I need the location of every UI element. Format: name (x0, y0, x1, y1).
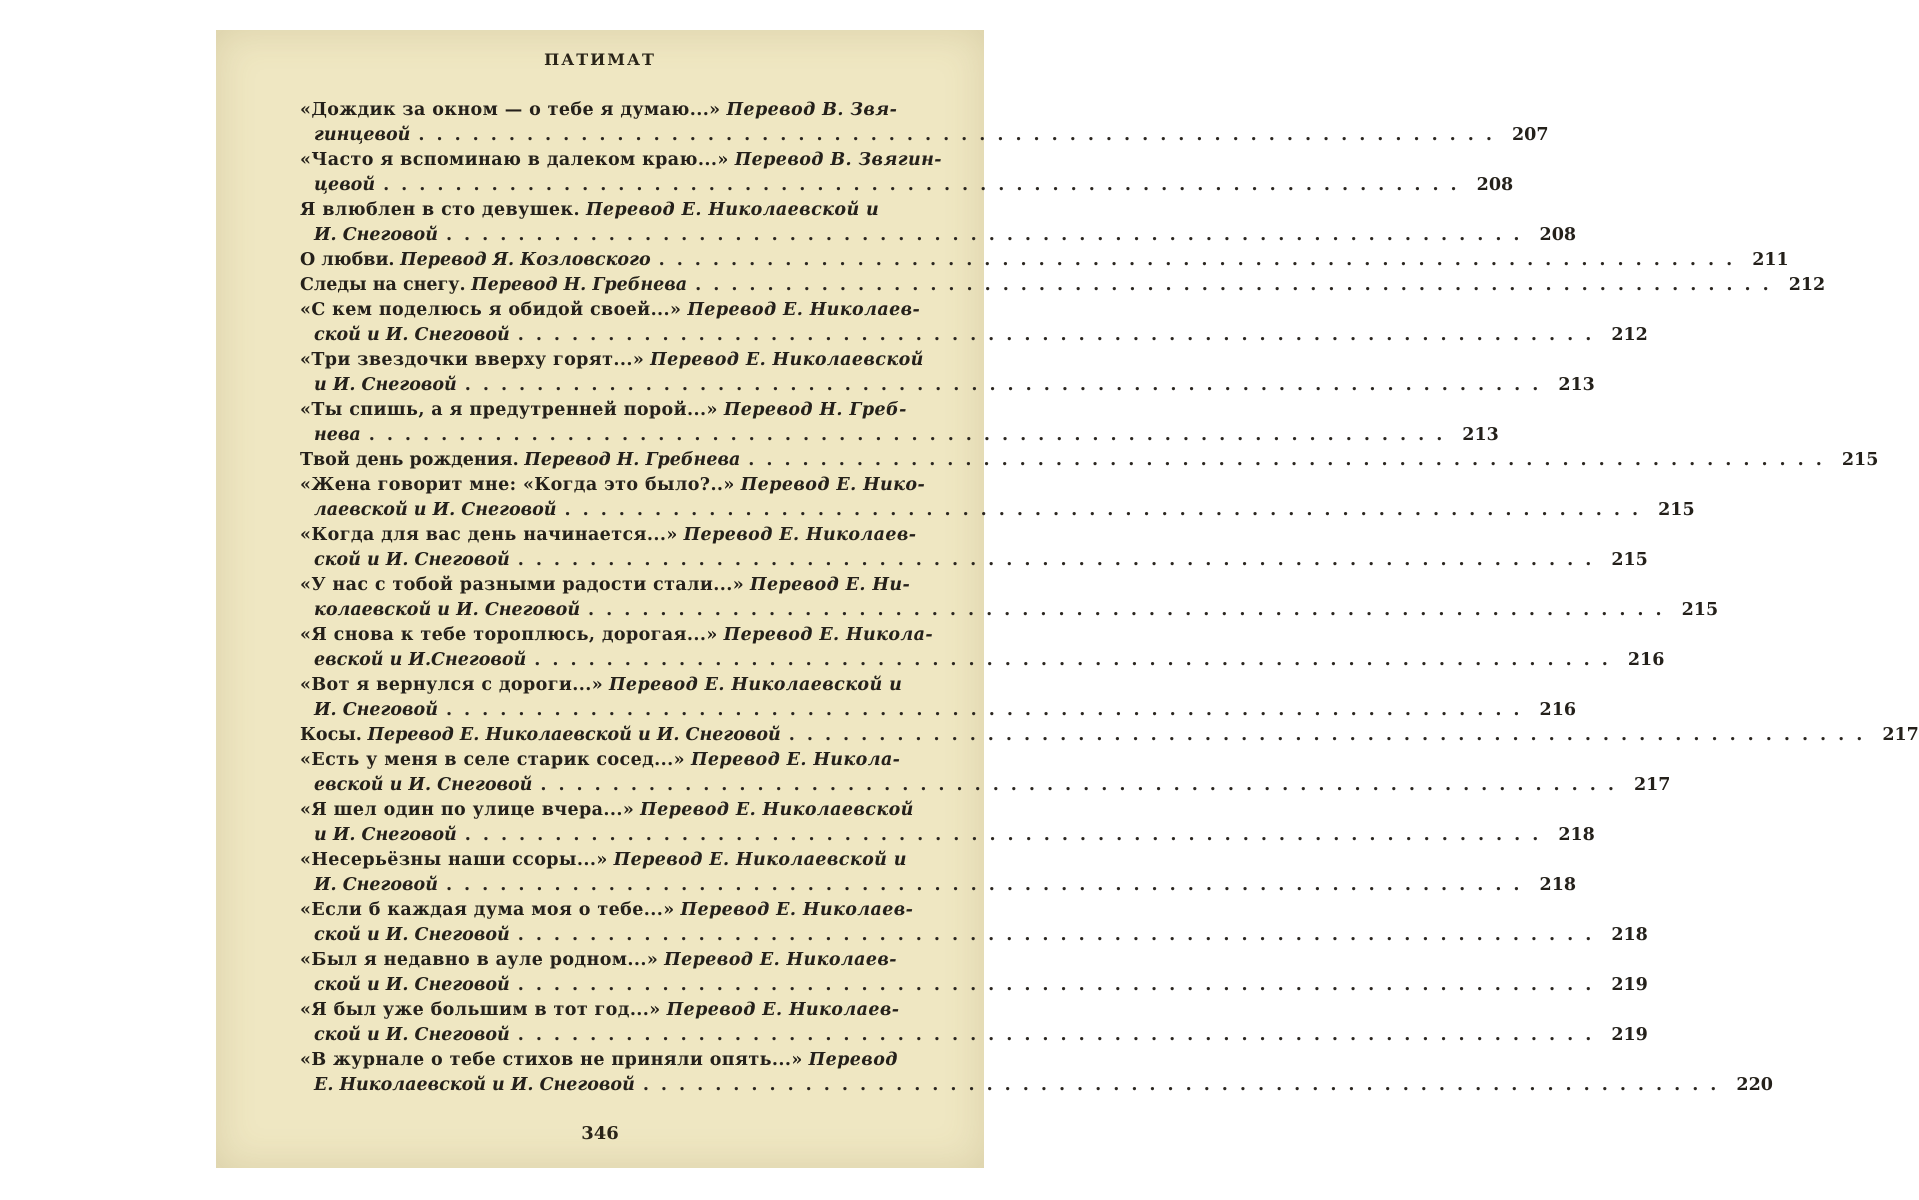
toc-line-continued (300, 873, 1577, 898)
translator-credit: И. Снеговой (314, 700, 438, 720)
poem-title: «Есть у меня в селе старик сосед...» (300, 750, 685, 770)
toc-line (300, 448, 1879, 473)
toc-line (300, 798, 930, 823)
poem-title: Следы на снегу. (300, 275, 466, 295)
toc-line-continued (300, 223, 1577, 248)
entry-page-number: 212 (1611, 325, 1648, 345)
translator-credit: ской и И. Снеговой (314, 550, 510, 570)
toc-line-continued (300, 123, 1549, 148)
translator-credit: И. Снеговой (314, 225, 438, 245)
poem-title: «Несерьёзны наши ссоры...» (300, 850, 608, 870)
translator-credit: Перевод Я. Козловского (400, 250, 651, 270)
poem-title: Косы. (300, 725, 362, 745)
translator-credit: Перевод Е. Никола- (690, 750, 901, 770)
toc-line-continued (300, 373, 1595, 398)
toc-line (300, 348, 930, 373)
table-of-contents (300, 98, 1919, 1098)
toc-line-continued (300, 698, 1577, 723)
translator-credit: Перевод Е. Николаев- (680, 900, 914, 920)
toc-entry (300, 623, 1665, 673)
toc-line (300, 298, 930, 323)
translator-credit: лаевской и И. Снеговой (314, 500, 557, 520)
toc-entry (300, 673, 1577, 723)
toc-entry (300, 998, 1648, 1048)
entry-page-number: 213 (1462, 425, 1499, 445)
toc-entry (300, 198, 1577, 248)
translator-credit: Перевод Е. Николаевской (640, 800, 914, 820)
toc-line-continued (300, 498, 1695, 523)
toc-entry (300, 448, 1879, 473)
poem-title: «Я снова к тебе тороплюсь, дорогая...» (300, 625, 718, 645)
toc-line (300, 273, 1826, 298)
translator-credit: Перевод Е. Николаев- (664, 950, 897, 970)
dot-leader: ............................................................ (517, 325, 1604, 345)
dot-leader: ............................................................ (658, 250, 1745, 270)
translator-credit: Перевод (808, 1050, 898, 1070)
entry-page-number: 208 (1539, 225, 1577, 245)
translator-credit: Перевод Н. Гребнева (524, 450, 741, 470)
dot-leader: ............................................................ (464, 825, 1551, 845)
toc-line (300, 898, 930, 923)
entry-page-number: 215 (1841, 450, 1879, 470)
poem-title: «Дождик за окном — о тебе я думаю...» (300, 100, 721, 120)
dot-leader: ............................................................ (445, 700, 1532, 720)
translator-credit: Перевод Е. Николаев- (687, 300, 921, 320)
toc-line (300, 398, 930, 423)
toc-entry (300, 298, 1648, 348)
toc-line-continued (300, 1023, 1648, 1048)
toc-line (300, 848, 930, 873)
toc-entry (300, 748, 1671, 798)
poem-title: Твой день рождения. (300, 450, 519, 470)
toc-entry (300, 98, 1549, 148)
translator-credit: Перевод Е. Николаев- (683, 525, 917, 545)
toc-line-continued (300, 323, 1648, 348)
dot-leader: ............................................................ (383, 175, 1469, 195)
translator-credit: Перевод Н. Греб- (723, 400, 907, 420)
toc-entry (300, 573, 1719, 623)
toc-line (300, 523, 930, 548)
entry-page-number: 217 (1633, 775, 1671, 795)
translator-credit: и И. Снеговой (314, 375, 457, 395)
toc-line-continued (300, 773, 1671, 798)
poem-title: О любви. (300, 250, 395, 270)
running-header: ПАТИМАТ (544, 50, 656, 69)
entry-page-number: 219 (1611, 975, 1648, 995)
translator-credit: ской и И. Снеговой (314, 925, 510, 945)
dot-leader: ............................................................ (540, 775, 1626, 795)
toc-line-continued (300, 973, 1648, 998)
entry-page-number: 216 (1539, 700, 1577, 720)
poem-title: «Ты спишь, а я предутренней порой...» (300, 400, 718, 420)
poem-title: «Я шел один по улице вчера...» (300, 800, 635, 820)
toc-line-continued (300, 423, 1499, 448)
dot-leader: ............................................................ (418, 125, 1504, 145)
entry-page-number: 208 (1476, 175, 1514, 195)
dot-leader: ............................................................ (564, 500, 1651, 520)
poem-title: «Когда для вас день начинается...» (300, 525, 678, 545)
translator-credit: Перевод Е. Николаевской и (585, 200, 880, 220)
toc-entry (300, 273, 1826, 298)
entry-page-number: 218 (1539, 875, 1577, 895)
entry-page-number: 207 (1511, 125, 1549, 145)
entry-page-number: 218 (1558, 825, 1595, 845)
entry-page-number: 220 (1736, 1075, 1773, 1095)
translator-credit: ской и И. Снеговой (314, 975, 510, 995)
toc-line (300, 248, 1789, 273)
toc-entry (300, 798, 1595, 848)
dot-leader: ............................................................ (695, 275, 1781, 295)
translator-credit: Перевод Е. Никола- (723, 625, 934, 645)
translator-credit: Перевод Е. Ни- (750, 575, 911, 595)
translator-credit: гинцевой (314, 125, 411, 145)
poem-title: Я влюблен в сто девушек. (300, 200, 580, 220)
entry-page-number: 217 (1882, 725, 1919, 745)
dot-leader: ............................................................ (445, 225, 1532, 245)
translator-credit: нева (314, 425, 361, 445)
toc-entry (300, 523, 1648, 573)
toc-line (300, 573, 930, 598)
translator-credit: колаевской и И. Снеговой (314, 600, 581, 620)
toc-line-continued (300, 598, 1719, 623)
toc-line (300, 948, 930, 973)
toc-line (300, 998, 930, 1023)
toc-line (300, 1048, 930, 1073)
poem-title: «Был я недавно в ауле родном...» (300, 950, 659, 970)
translator-credit: И. Снеговой (314, 875, 438, 895)
toc-line (300, 723, 1919, 748)
toc-entry (300, 723, 1919, 748)
translator-credit: евской и И.Снеговой (314, 650, 527, 670)
dot-leader: ............................................................ (517, 1025, 1604, 1045)
entry-page-number: 219 (1611, 1025, 1648, 1045)
toc-entry (300, 1048, 1773, 1098)
entry-page-number: 216 (1627, 650, 1665, 670)
poem-title: «Вот я вернулся с дороги...» (300, 675, 604, 695)
dot-leader: ............................................................ (368, 425, 1455, 445)
entry-page-number: 215 (1681, 600, 1719, 620)
poem-title: «В журнале о тебе стихов не приняли опять...» (300, 1050, 803, 1070)
translator-credit: цевой (314, 175, 376, 195)
toc-line (300, 473, 930, 498)
toc-line (300, 623, 934, 648)
toc-line-continued (300, 173, 1514, 198)
toc-entry (300, 473, 1695, 523)
dot-leader: ............................................................ (517, 975, 1604, 995)
book-page (216, 30, 1919, 1168)
dot-leader: ............................................................ (788, 725, 1875, 745)
entry-page-number: 215 (1611, 550, 1648, 570)
translator-credit: Перевод Е. Николаевской и (613, 850, 907, 870)
translator-credit: евской и И. Снеговой (314, 775, 533, 795)
poem-title: «С кем поделюсь я обидой своей...» (300, 300, 682, 320)
translator-credit: Перевод Е. Николаевской (650, 350, 924, 370)
toc-line (300, 148, 942, 173)
entry-page-number: 218 (1611, 925, 1648, 945)
toc-entry (300, 248, 1789, 273)
translator-credit: ской и И. Снеговой (314, 325, 510, 345)
toc-line-continued (300, 648, 1665, 673)
toc-entry (300, 948, 1648, 998)
translator-credit: Перевод Е. Николаев- (666, 1000, 900, 1020)
entry-page-number: 211 (1752, 250, 1789, 270)
poem-title: «Если б каждая дума моя о тебе...» (300, 900, 675, 920)
poem-title: «У нас с тобой разными радости стали...» (300, 575, 745, 595)
toc-line-continued (300, 548, 1648, 573)
toc-line (300, 748, 930, 773)
translator-credit: ской и И. Снеговой (314, 1025, 510, 1045)
entry-page-number: 215 (1658, 500, 1695, 520)
translator-credit: Перевод Е. Нико- (740, 475, 926, 495)
toc-line (300, 198, 930, 223)
poem-title: «Часто я вспоминаю в далеком краю...» (300, 150, 729, 170)
toc-line (300, 98, 930, 123)
toc-entry (300, 148, 1514, 198)
toc-line-continued (300, 1073, 1773, 1098)
toc-line (300, 673, 930, 698)
translator-credit: Перевод В. Звягин- (734, 150, 942, 170)
dot-leader: ............................................................ (445, 875, 1532, 895)
toc-entry (300, 348, 1595, 398)
dot-leader: ............................................................ (588, 600, 1674, 620)
dot-leader: ............................................................ (534, 650, 1620, 670)
dot-leader: ............................................................ (517, 925, 1604, 945)
translator-credit: Перевод Е. Николаевской и (609, 675, 903, 695)
translator-credit: и И. Снеговой (314, 825, 457, 845)
toc-entry (300, 848, 1577, 898)
poem-title: «Я был уже большим в тот год...» (300, 1000, 661, 1020)
entry-page-number: 212 (1788, 275, 1826, 295)
dot-leader: ............................................................ (642, 1075, 1729, 1095)
translator-credit: Перевод В. Звя- (726, 100, 898, 120)
page-number: 346 (581, 1123, 619, 1144)
translator-credit: Е. Николаевской и И. Снеговой (314, 1075, 635, 1095)
poem-title: «Три звездочки вверху горят...» (300, 350, 645, 370)
toc-entry (300, 898, 1648, 948)
dot-leader: ............................................................ (517, 550, 1604, 570)
dot-leader: ............................................................ (464, 375, 1551, 395)
entry-page-number: 213 (1558, 375, 1595, 395)
translator-credit: Перевод Н. Гребнева (471, 275, 688, 295)
toc-line-continued (300, 823, 1595, 848)
dot-leader: ............................................................ (748, 450, 1834, 470)
translator-credit: Перевод Е. Николаевской и И. Снеговой (367, 725, 781, 745)
poem-title: «Жена говорит мне: «Когда это было?..» (300, 475, 735, 495)
toc-line-continued (300, 923, 1648, 948)
toc-entry (300, 398, 1499, 448)
